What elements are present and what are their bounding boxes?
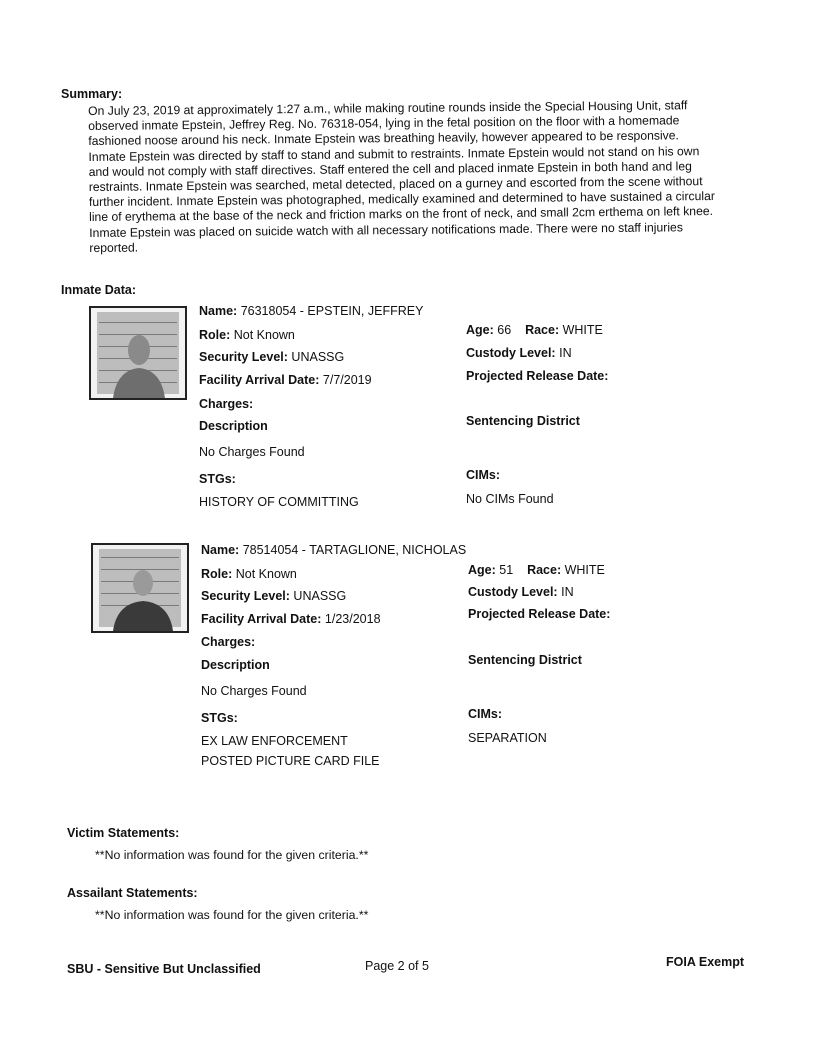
summary-line: and would not comply with staff directives. Staff entered the cell and placed inmate Epstein in both hand and leg: [88, 159, 692, 179]
facility-arrival-value: 1/23/2018: [324, 612, 381, 626]
custody-level-label: Custody Level:: [468, 585, 558, 599]
summary-line: reported.: [89, 240, 139, 255]
security-level-value: UNASSG: [293, 589, 347, 603]
charges-value: No Charges Found: [201, 684, 307, 698]
role-value: Not Known: [233, 328, 295, 342]
footer-foia: FOIA Exempt: [666, 955, 745, 969]
security-level-value: UNASSG: [291, 350, 345, 364]
summary-text: [88, 98, 741, 256]
inmate-photo-epstein: [89, 306, 187, 400]
name-label: Name:: [199, 304, 238, 318]
summary-line: fashioned noose around his neck. Inmate Epstein was breathing heavily, however appeared to be responsive.: [88, 128, 679, 149]
security-level-label: Security Level:: [199, 350, 288, 364]
inmate-name: 78514054 - TARTAGLIONE, NICHOLAS: [242, 543, 467, 557]
summary-line: further incident. Inmate Epstein was photographed, medically examined and determined to have sustained a circular: [88, 189, 715, 210]
age-label: Age:: [468, 563, 496, 577]
charges-value: No Charges Found: [199, 445, 305, 459]
footer-classification: SBU - Sensitive But Unclassified: [67, 962, 261, 976]
summary-line: Inmate Epstein was directed by staff to stand and submit to restraints. Inmate Epstein would not stand on his own: [88, 143, 700, 164]
custody-level-label: Custody Level:: [466, 346, 556, 360]
description-label: Description: [201, 658, 270, 672]
cims-label: CIMs:: [468, 707, 503, 721]
summary-line: line of erythema at the base of the neck and friction marks on the front of neck, and small 2cm erthema on left knee.: [89, 204, 714, 225]
victim-statements-heading: Victim Statements:: [67, 826, 180, 840]
custody-level-value: IN: [561, 585, 574, 599]
projected-release-label: Projected Release Date:: [466, 369, 609, 383]
name-label: Name:: [201, 543, 240, 557]
description-label: Description: [199, 419, 268, 433]
race-label: Race:: [525, 323, 560, 337]
sentencing-district-label: Sentencing District: [468, 653, 582, 667]
summary-line: restraints. Inmate Epstein was searched, metal detected, placed on a gurney and escorted from the scene without: [88, 174, 703, 195]
sentencing-district-label: Sentencing District: [466, 414, 580, 428]
stg-value: HISTORY OF COMMITTING: [199, 495, 359, 509]
victim-statements-text: **No information was found for the given criteria.**: [95, 848, 369, 862]
cim-value: No CIMs Found: [466, 492, 554, 506]
custody-level-value: IN: [559, 346, 572, 360]
cims-label: CIMs:: [466, 468, 501, 482]
facility-arrival-label: Facility Arrival Date:: [199, 373, 320, 387]
charges-label: Charges:: [201, 635, 256, 649]
age-value: 51: [499, 563, 514, 577]
inmate-data-heading: Inmate Data:: [61, 283, 137, 297]
stg-value: POSTED PICTURE CARD FILE: [201, 754, 380, 768]
stgs-label: STGs:: [201, 711, 238, 725]
summary-line: observed inmate Epstein, Jeffrey Reg. No. 76318-054, lying in the fetal position on the floor with a homemade: [88, 113, 680, 134]
security-level-label: Security Level:: [201, 589, 290, 603]
role-value: Not Known: [235, 567, 297, 581]
assailant-statements-text: **No information was found for the given criteria.**: [95, 908, 369, 922]
inmate-photo-tartaglione: [91, 543, 189, 633]
cim-value: SEPARATION: [468, 731, 547, 745]
age-label: Age:: [466, 323, 494, 337]
summary-heading: Summary:: [61, 87, 123, 101]
race-value: WHITE: [564, 563, 605, 577]
role-label: Role:: [201, 567, 233, 581]
stg-value: EX LAW ENFORCEMENT: [201, 734, 348, 748]
race-value: WHITE: [562, 323, 603, 337]
race-label: Race:: [527, 563, 562, 577]
summary-line: On July 23, 2019 at approximately 1:27 a.m., while making routine rounds inside the Special Housing Unit, staff: [88, 98, 688, 118]
facility-arrival-value: 7/7/2019: [322, 373, 372, 387]
assailant-statements-heading: Assailant Statements:: [67, 886, 198, 900]
projected-release-label: Projected Release Date:: [468, 607, 611, 621]
summary-line: Inmate Epstein was placed on suicide watch with all necessary notifications made. There were no staff injuries: [89, 219, 683, 240]
footer-page-number: Page 2 of 5: [365, 959, 429, 973]
facility-arrival-label: Facility Arrival Date:: [201, 612, 322, 626]
stgs-label: STGs:: [199, 472, 236, 486]
charges-label: Charges:: [199, 397, 254, 411]
role-label: Role:: [199, 328, 231, 342]
inmate-name: 76318054 - EPSTEIN, JEFFREY: [240, 304, 424, 318]
age-value: 66: [497, 323, 512, 337]
